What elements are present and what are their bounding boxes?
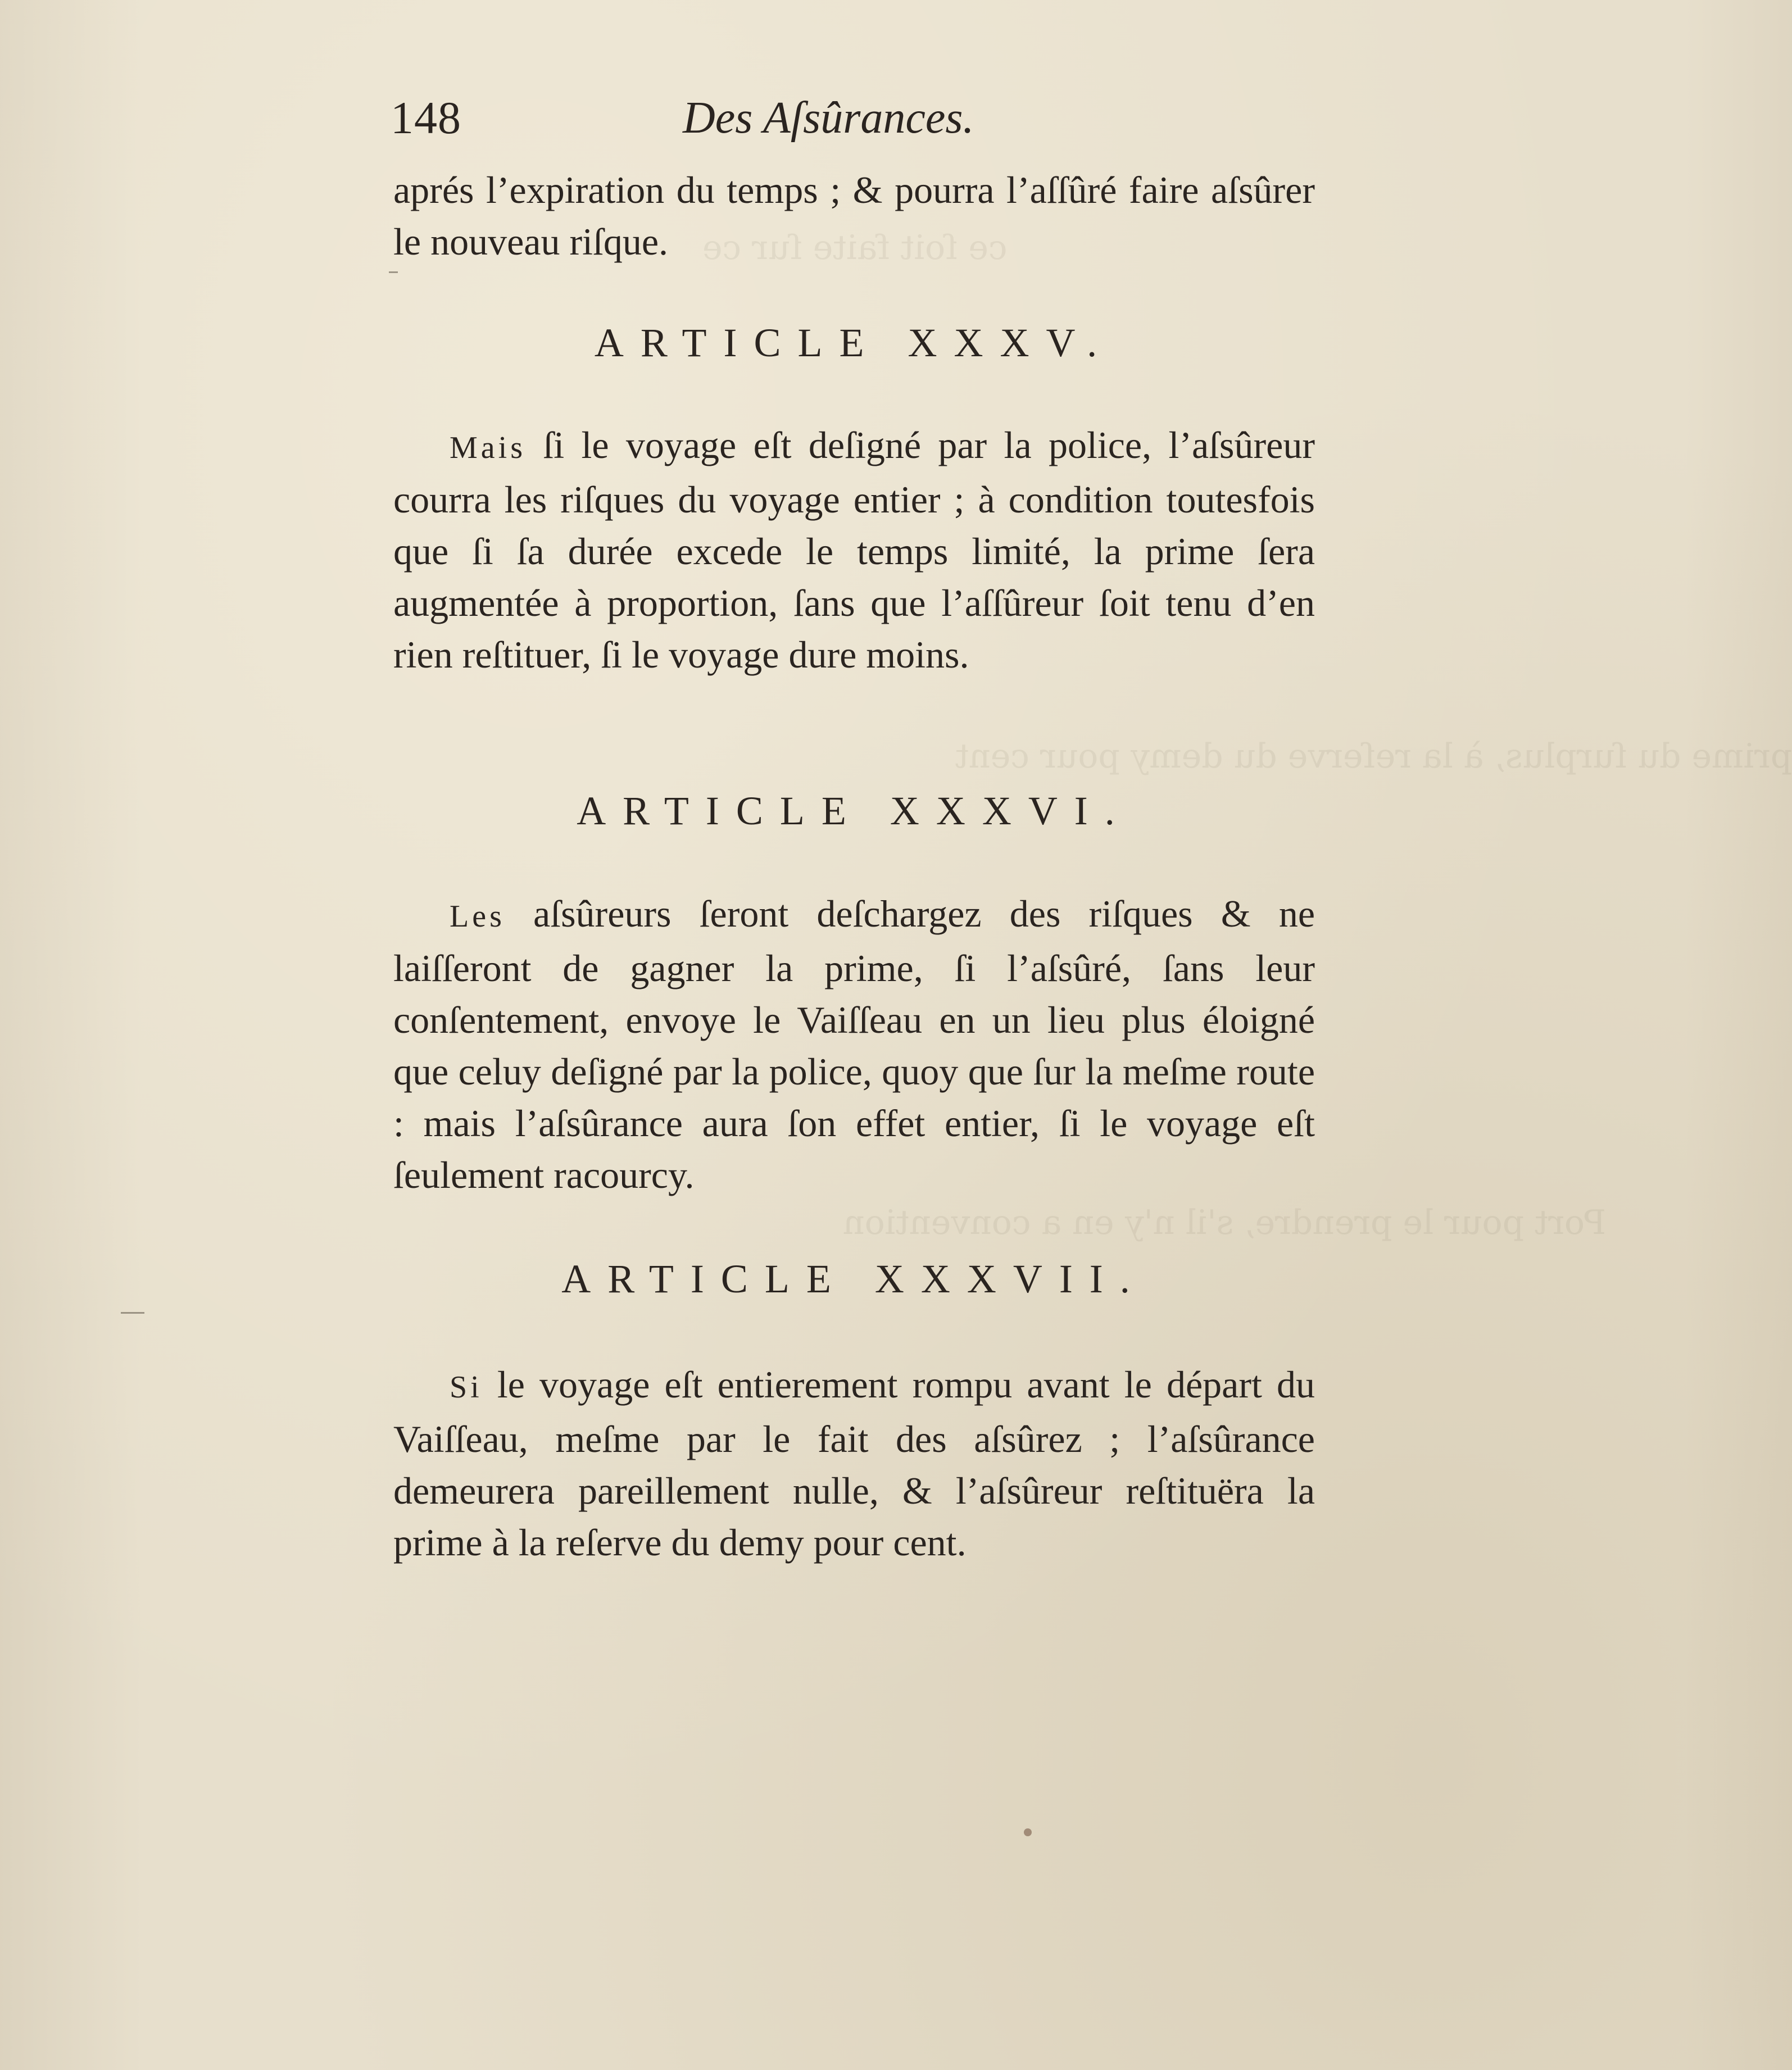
lead-word: Mais xyxy=(450,430,526,465)
paragraph-body: le voyage eſt entierement rompu avant le départ du Vaiſſeau, meſme par le fait des aſsûrez ; l’aſsûrance demeurera pareillement nulle, & l’aſsûreur reſtituëra la prime à la reſerve du demy pour cent. xyxy=(393,1363,1315,1564)
article-heading: ARTICLE XXXV. xyxy=(594,320,1114,365)
margin-mark xyxy=(121,1312,144,1314)
page-header xyxy=(391,87,1318,149)
paper-speck xyxy=(1024,1828,1032,1836)
paragraph-body: ſi le voyage eſt deſigné par la police, l’aſsûreur courra les riſques du voyage entier ; à condition toutesfois que ſi ſa durée excede le temps limité, la prime ſera augmentée à proportion, ſans que l’aſſûreur ſoit tenu d’en rien reſtituer, ſi le voyage dure moins. xyxy=(393,424,1315,676)
article-paragraph xyxy=(393,419,1315,680)
page-number: 148 xyxy=(391,92,461,143)
article-paragraph xyxy=(393,1359,1315,1568)
article-heading: ARTICLE XXXVII. xyxy=(561,1256,1147,1301)
paragraph-text xyxy=(393,888,1315,1201)
paragraph-text: aprés l’expiration du temps ; & pourra l’aſſûré faire aſsûrer le nouveau riſque. xyxy=(393,169,1315,263)
article-paragraph xyxy=(393,888,1315,1201)
bleed-through-text: Port pour le prendre, s'il n'y en a convention xyxy=(843,1203,1606,1242)
continuation-paragraph xyxy=(393,164,1315,267)
article-heading: ARTICLE XXXVI. xyxy=(577,788,1132,833)
bleed-through-text: ce ſoit faite ſur ce xyxy=(702,228,1008,267)
lead-word: Les xyxy=(450,899,505,934)
bleed-through-text: prime du ſurplus, à la reſerve du demy pour cent xyxy=(955,737,1792,776)
running-head: Des Aſsûrances. xyxy=(683,93,974,143)
lead-word: Si xyxy=(450,1370,483,1405)
paragraph-body: aſsûreurs ſeront deſchargez des riſques & ne laiſſeront de gagner la prime, ſi l’aſsûré, ſans leur conſentement, envoye le Vaiſſeau en un lieu plus éloigné que celuy deſigné par la police, quoy que ſur la meſme route : mais l’aſsûrance aura ſon effet entier, ſi le voyage eſt ſeulement racourcy. xyxy=(393,892,1315,1196)
paragraph-text xyxy=(393,419,1315,680)
margin-mark xyxy=(389,271,398,273)
paragraph-text xyxy=(393,1359,1315,1568)
